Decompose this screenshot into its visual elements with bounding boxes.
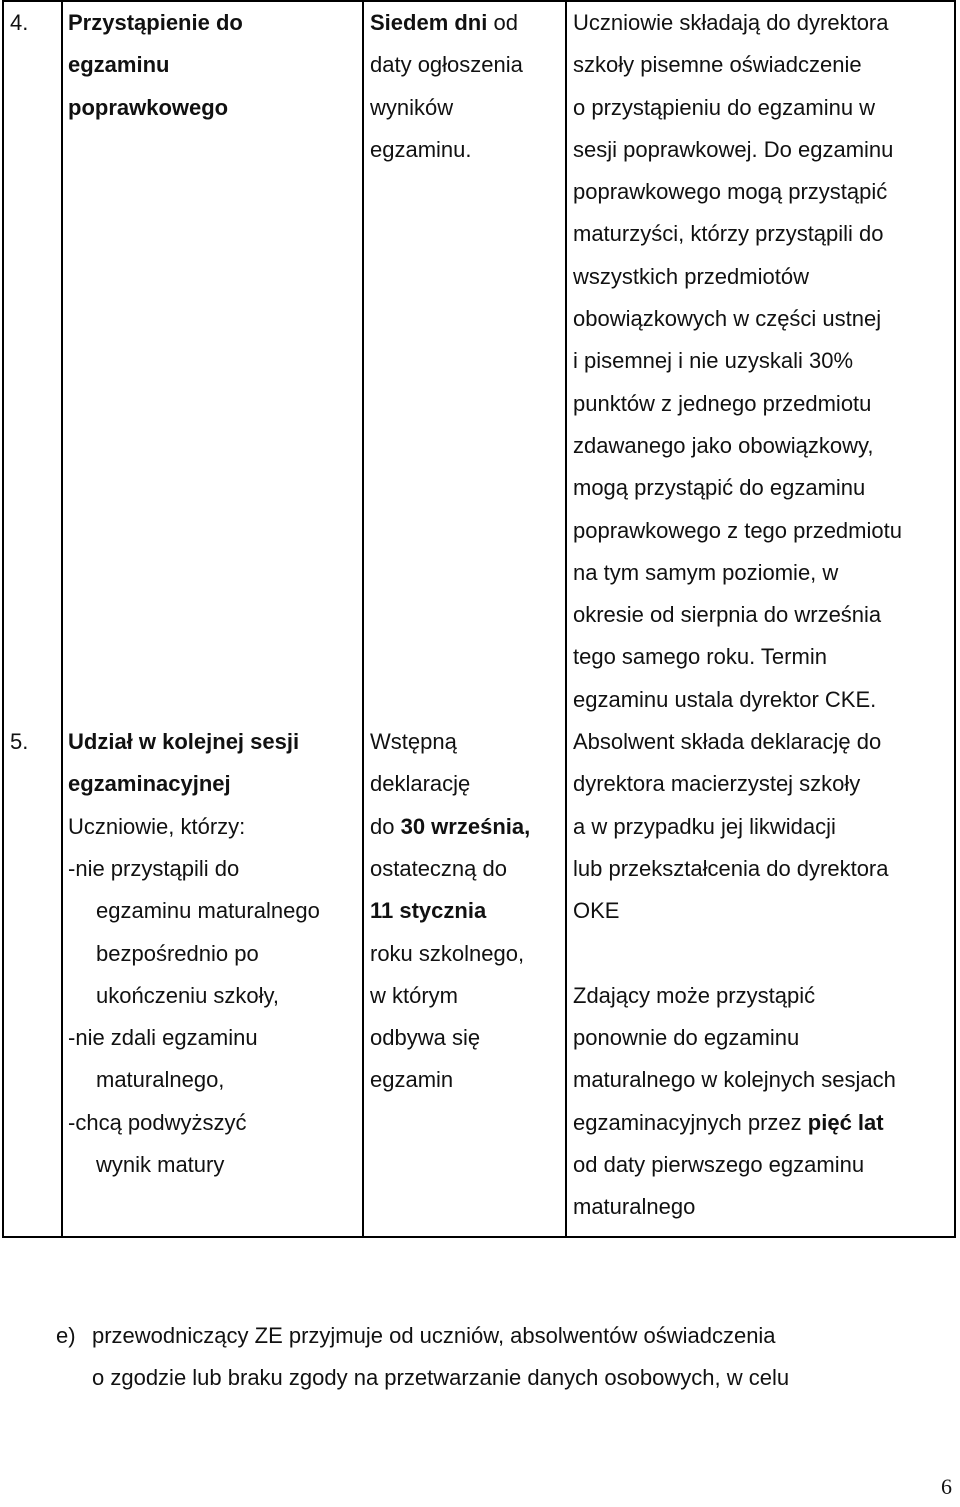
- desc-line: dyrektora macierzystej szkoły: [573, 771, 861, 797]
- paragraph-text: o zgodzie lub braku zgody na przetwarzanie danych osobowych, w celu: [92, 1365, 790, 1390]
- desc-line: Absolwent składa deklarację do: [573, 729, 882, 755]
- schedule-table: [2, 0, 956, 1238]
- desc-line: poprawkowego mogą przystąpić: [573, 179, 888, 205]
- term-bold: 30 września,: [400, 813, 531, 839]
- term-line: egzaminu.: [370, 136, 472, 162]
- row-number: 4.: [3, 1, 62, 721]
- desc-line: ponownie do egzaminu: [573, 1025, 800, 1051]
- topic-intro: Uczniowie, którzy:: [68, 813, 246, 839]
- paragraph-line: [56, 1315, 789, 1357]
- topic-item: [68, 1017, 362, 1059]
- desc-line: o przystąpieniu do egzaminu w: [573, 94, 876, 120]
- desc-line: egzaminu ustala dyrektor CKE.: [573, 686, 877, 712]
- term-line: deklarację: [370, 771, 471, 797]
- topic-item: [68, 848, 362, 890]
- dash-marker: -: [68, 1025, 76, 1051]
- item-line: bezpośrednio po: [96, 940, 259, 966]
- topic-line: egzaminacyjnej: [68, 771, 231, 797]
- term-line: [370, 806, 565, 848]
- term-bold: 11 stycznia: [370, 898, 487, 924]
- term-pre: do: [370, 813, 401, 839]
- desc-line: obowiązkowych w części ustnej: [573, 306, 882, 332]
- desc-line: Zdający może przystąpić: [573, 982, 816, 1008]
- desc-pre: egzaminacyjnych przez: [573, 1109, 808, 1135]
- term-line: w którym: [370, 982, 458, 1008]
- item-line: egzaminu maturalnego: [96, 898, 320, 924]
- topic-item: [68, 1102, 362, 1144]
- row-term: [363, 1, 566, 721]
- paragraph-text: przewodniczący ZE przyjmuje od uczniów, absolwentów oświadczenia: [92, 1323, 776, 1348]
- term-line: egzamin: [370, 1067, 454, 1093]
- item-line: nie przystąpili do: [75, 855, 240, 881]
- term-line: ostateczną do: [370, 855, 507, 881]
- item-line: wynik matury: [96, 1152, 225, 1178]
- desc-line: na tym samym poziomie, w: [573, 559, 839, 585]
- desc-bold: pięć lat: [807, 1109, 884, 1135]
- paragraph-label: e): [56, 1323, 76, 1348]
- desc-line: i pisemnej i nie uzyskali 30%: [573, 348, 854, 374]
- row-topic: [62, 721, 363, 1237]
- table-row: [3, 721, 955, 1237]
- topic-line: egzaminu: [68, 52, 170, 78]
- term-line: daty ogłoszenia: [370, 52, 523, 78]
- row-description: [566, 1, 955, 721]
- page-number: 6: [941, 1474, 952, 1499]
- desc-line: szkoły pisemne oświadczenie: [573, 52, 862, 78]
- item-line: maturalnego,: [96, 1067, 225, 1093]
- desc-line: maturalnego: [573, 1194, 696, 1220]
- term-line: odbywa się: [370, 1025, 481, 1051]
- desc-line: a w przypadku jej likwidacji: [573, 813, 836, 839]
- desc-line: maturalnego w kolejnych sesjach: [573, 1067, 896, 1093]
- paragraph-e: [56, 1315, 789, 1399]
- desc-line: od daty pierwszego egzaminu: [573, 1152, 865, 1178]
- desc-line: punktów z jednego przedmiotu: [573, 390, 872, 416]
- desc-line: wszystkich przedmiotów: [573, 263, 809, 289]
- desc-line: sesji poprawkowej. Do egzaminu: [573, 136, 894, 162]
- topic-line: Przystąpienie do: [68, 10, 243, 35]
- desc-line: [573, 1102, 954, 1144]
- table-row: [3, 1, 955, 721]
- row-description: [566, 721, 955, 1237]
- desc-line: poprawkowego z tego przedmiotu: [573, 517, 902, 543]
- term-line: wyników: [370, 94, 454, 120]
- row-topic: [62, 1, 363, 721]
- desc-line: tego samego roku. Termin: [573, 644, 827, 670]
- term-line: [370, 2, 565, 44]
- topic-line: Udział w kolejnej sesji: [68, 729, 300, 755]
- dash-marker: -: [68, 1109, 76, 1135]
- dash-marker: -: [68, 855, 76, 881]
- desc-line: zdawanego jako obowiązkowy,: [573, 432, 874, 458]
- desc-line: mogą przystąpić do egzaminu: [573, 475, 866, 501]
- desc-line: lub przekształcenia do dyrektora: [573, 855, 889, 881]
- topic-line: poprawkowego: [68, 94, 229, 120]
- term-line: roku szkolnego,: [370, 940, 525, 966]
- row-number: 5.: [3, 721, 62, 1237]
- desc-line: Uczniowie składają do dyrektora: [573, 10, 889, 35]
- item-line: ukończeniu szkoły,: [96, 982, 280, 1008]
- item-line: chcą podwyższyć: [75, 1109, 247, 1135]
- blank-line: [573, 933, 954, 975]
- desc-line: okresie od sierpnia do września: [573, 602, 882, 628]
- desc-line: OKE: [573, 898, 620, 924]
- term-bold: Siedem dni: [370, 10, 488, 35]
- term-line: Wstępną: [370, 729, 457, 755]
- term-rest: od: [487, 10, 518, 35]
- desc-line: maturzyści, którzy przystąpili do: [573, 221, 884, 247]
- item-line: nie zdali egzaminu: [75, 1025, 258, 1051]
- row-term: [363, 721, 566, 1237]
